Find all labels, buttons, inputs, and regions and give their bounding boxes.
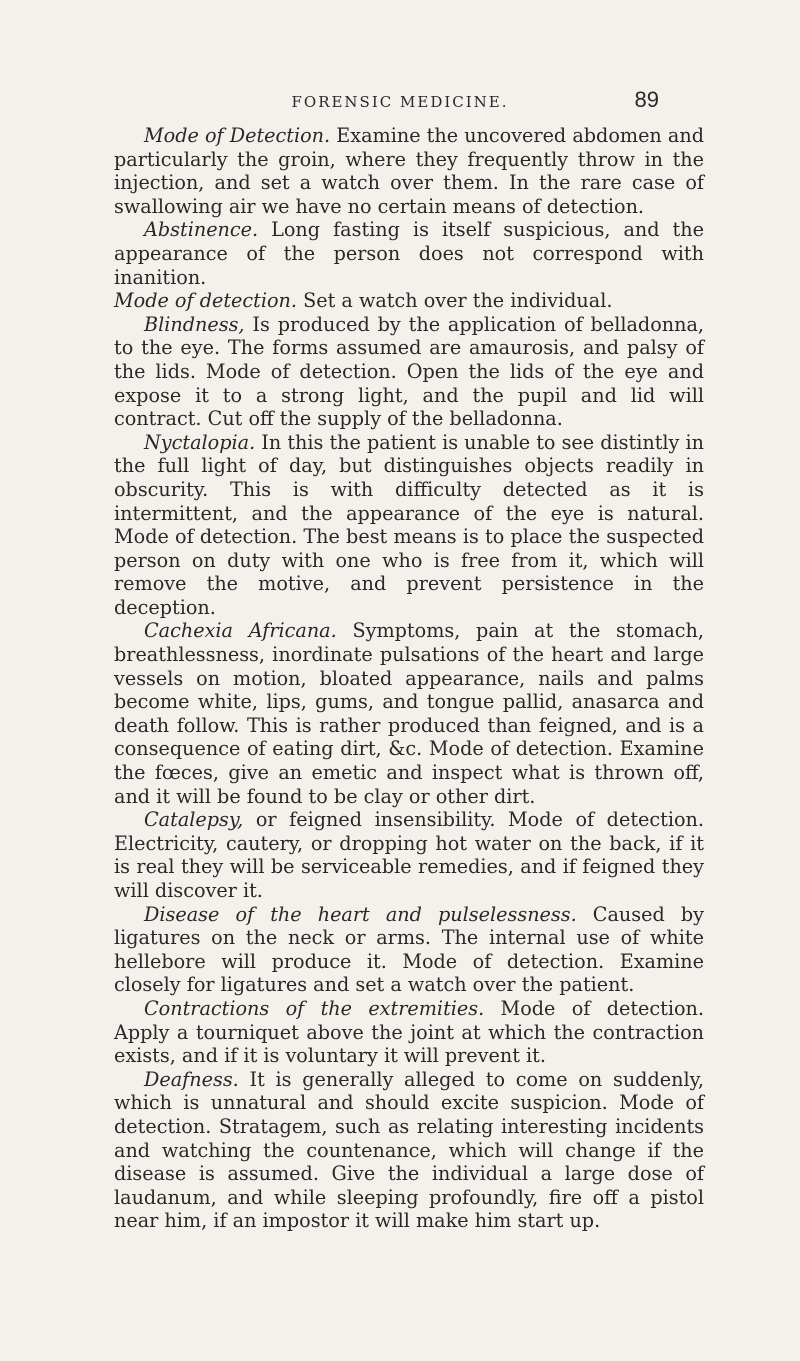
page-number: 89: [634, 87, 659, 112]
entry-term: Abstinence.: [144, 218, 259, 242]
entry-disease-of-heart: [114, 903, 704, 997]
entry-text: Examine the uncovered abdomen and particularly the groin, where they frequently throw in the injection, and set a watch over them. In the rare case of swallowing air we have no certain means of detection.: [114, 124, 704, 218]
entry-text: Mode of detection. Apply a tourniquet above the joint at which the contraction exists, and if it is voluntary it will prevent it.: [114, 996, 704, 1068]
body-text: [114, 124, 704, 1233]
entry-catalepsy: [114, 808, 704, 902]
entry-abstinence-detection: [114, 289, 704, 313]
entry-mode-of-detection: [114, 124, 704, 218]
entry-term: Contractions of the extremities.: [144, 996, 485, 1020]
entry-text: It is generally alleged to come on suddenly, which is unnatural and should excite suspicion. Mode of detection. Stratagem, such as relating interesting incidents and watching the countenance, which will change if the disease is assumed. Give the individual a large dose of laudanum, and while sleeping profoundly, fire off a pistol near him, if an impostor it will make him start up.: [114, 1067, 704, 1233]
entry-text: In this the patient is unable to see distintly in the full light of day, but distinguishes objects readily in obscurity. This is with difficulty detected as it is intermittent, and the appearance of the eye is natural. Mode of detection. The best means is to place the suspected person on duty with one who is free from it, which will remove the motive, and prevent persistence in the deception.: [114, 430, 704, 619]
entry-term: Catalepsy,: [144, 808, 244, 832]
entry-contractions: [114, 997, 704, 1068]
entry-deafness: [114, 1068, 704, 1233]
entry-text: Caused by ligatures on the neck or arms. The internal use of white hellebore will produce it. Mode of detection. Examine closely for ligatures and set a watch over the patient.: [114, 902, 704, 997]
entry-term: Nyctalopia.: [144, 430, 256, 454]
entry-cachexia-africana: [114, 619, 704, 808]
entry-abstinence: [114, 218, 704, 289]
entry-text: or feigned insensibility. Mode of detection. Electricity, cautery, or dropping hot water on the back, if it is real they will be serviceable remedies, and if feigned they will discover it.: [114, 808, 704, 902]
entry-term: Blindness,: [144, 312, 245, 336]
entry-term: Disease of the heart and pulselessness.: [144, 902, 577, 926]
running-title: FORENSIC MEDICINE.: [291, 93, 509, 111]
entry-text: Set a watch over the individual.: [297, 289, 613, 313]
entry-text: Is produced by the application of belladonna, to the eye. The forms assumed are amaurosis, and palsy of the lids. Mode of detection. Open the lids of the eye and expose it to a strong light, and the pupil and lid will contract. Cut off the supply of the belladonna.: [114, 312, 704, 431]
entry-nyctalopia: [114, 431, 704, 620]
entry-term: Mode of Detection.: [144, 124, 331, 147]
running-head: [0, 87, 800, 115]
entry-blindness: [114, 313, 704, 431]
entry-term: Mode of detection.: [114, 289, 297, 313]
entry-text: Symptoms, pain at the stomach, breathlessness, inordinate pulsations of the heart and large vessels on motion, bloated appearance, nails and palms become white, lips, gums, and tongue pallid, anasarca and death follow. This is rather produced than feigned, and is a consequence of eating dirt, &c. Mode of detection. Examine the fœces, give an emetic and inspect what is thrown off, and it will be found to be clay or other dirt.: [114, 619, 704, 808]
entry-term: Cachexia Africana.: [144, 619, 337, 643]
entry-text: Long fasting is itself suspicious, and the appearance of the person does not correspond with inanition.: [114, 218, 704, 289]
entry-term: Deafness.: [144, 1067, 239, 1091]
